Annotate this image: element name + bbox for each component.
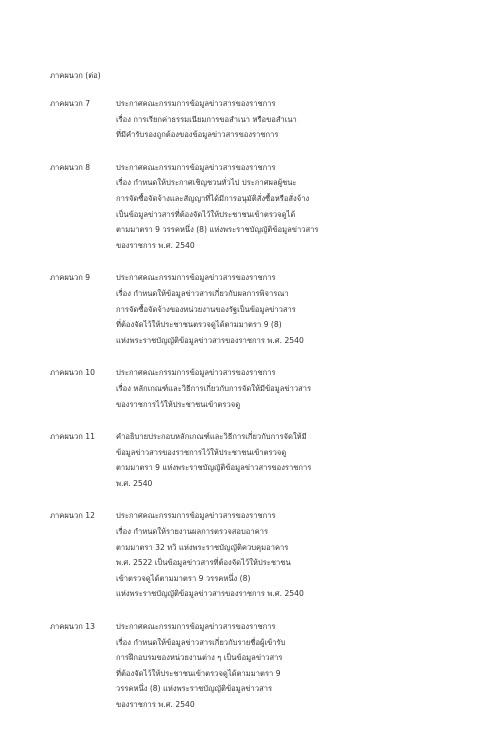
appendix-entry-10 [50, 365, 470, 412]
description-line: ของราชการไว้ให้ประชาชนเข้าตรวจดู [116, 399, 241, 409]
description-line: พ.ศ. 2540 [116, 478, 153, 488]
appendix-description [116, 365, 470, 412]
description-line: ของราชการ พ.ศ. 2540 [116, 240, 195, 250]
appendix-entry-11 [50, 429, 470, 491]
description-line: พ.ศ. 2522 เป็นข้อมูลข่าวสารที่ต้องจัดไว้ให้ประชาชน [116, 558, 291, 568]
appendix-description [116, 96, 470, 143]
description-line: เรื่อง การเรียกค่าธรรมเนียมการขอสำเนา หรือขอสำเนา [116, 114, 297, 124]
description-line: ประกาศคณะกรรมการข้อมูลข่าวสารของราชการ [116, 368, 276, 378]
description-line: ประกาศคณะกรรมการข้อมูลข่าวสารของราชการ [116, 511, 276, 521]
description-line: ประกาศคณะกรรมการข้อมูลข่าวสารของราชการ [116, 622, 276, 632]
description-line: การฝึกอบรมของหน่วยงานต่าง ๆ เป็นข้อมูลข่าวสาร [116, 653, 283, 663]
description-line: ของราชการ พ.ศ. 2540 [116, 700, 195, 709]
appendix-entry-12 [50, 508, 470, 602]
description-line: แห่งพระราชบัญญัติข้อมูลข่าวสารของราชการ พ.ศ. 2540 [116, 589, 304, 599]
appendix-entry-13 [50, 619, 470, 713]
appendix-entry-7 [50, 96, 470, 143]
appendix-entry-9 [50, 270, 470, 348]
description-line: ประกาศคณะกรรมการข้อมูลข่าวสารของราชการ [116, 273, 276, 283]
description-line: ข้อมูลข่าวสารของราชการไว้ให้ประชาชนเข้าตรวจดู [116, 447, 287, 457]
appendix-list [50, 96, 470, 730]
description-line: ประกาศคณะกรรมการข้อมูลข่าวสารของราชการ [116, 99, 276, 108]
appendix-description [116, 508, 470, 602]
description-line: แห่งพระราชบัญญัติข้อมูลข่าวสารของราชการ พ.ศ. 2540 [116, 335, 304, 345]
description-line: เข้าตรวจดูได้ตามมาตรา 9 วรรคหนึ่ง (8) [116, 573, 251, 583]
description-line: เรื่อง กำหนดให้รายงานผลการตรวจสอบอาคาร [116, 527, 269, 537]
appendix-label: ภาคผนวก 8 [50, 162, 91, 172]
description-line: การจัดซื้อจัดจ้างและสัญญาที่ได้มีการอนุมัติสั่งซื้อหรือสั่งจ้าง [116, 193, 310, 203]
appendix-label: ภาคผนวก 10 [50, 368, 95, 378]
description-line: ที่ต้องจัดไว้ให้ประชาชนเข้าตรวจดูได้ตามมาตรา 9 [116, 668, 281, 678]
description-line: วรรคหนึ่ง (8) แห่งพระราชบัญญัติข้อมูลข่าวสาร [116, 684, 273, 694]
description-line: ประกาศคณะกรรมการข้อมูลข่าวสารของราชการ [116, 162, 276, 172]
appendix-label: ภาคผนวก 7 [50, 99, 91, 108]
description-line: เรื่อง หลักเกณฑ์และวิธีการเกี่ยวกับการจัดให้มีข้อมูลข่าวสาร [116, 383, 312, 393]
description-line: ตามมาตรา 32 ทวิ แห่งพระราชบัญญัติควบคุมอาคาร [116, 542, 289, 552]
description-line: ตามมาตรา 9 วรรคหนึ่ง (8) แห่งพระราชบัญญัติข้อมูลข่าวสาร [116, 225, 319, 235]
appendix-description [116, 160, 470, 254]
description-line: ที่มีคำรับรองถูกต้องของข้อมูลข่าวสารของราชการ [116, 130, 279, 140]
appendix-label: ภาคผนวก 12 [50, 511, 95, 521]
appendix-description [116, 429, 470, 491]
description-line: ตามมาตรา 9 แห่งพระราชบัญญัติข้อมูลข่าวสารของราชการ [116, 463, 312, 473]
appendix-label: ภาคผนวก 13 [50, 622, 95, 632]
appendix-label: ภาคผนวก 9 [50, 273, 91, 283]
appendix-description [116, 270, 470, 348]
description-line: คำอธิบายประกอบหลักเกณฑ์และวิธีการเกี่ยวกับการจัดให้มี [116, 432, 307, 442]
appendix-entry-8 [50, 160, 470, 254]
description-line: ที่ต้องจัดไว้ให้ประชาชนตรวจดูได้ตามมาตรา 9 (8) [116, 320, 282, 330]
description-line: เรื่อง กำหนดให้ข้อมูลข่าวสารเกี่ยวกับผลการพิจารณา [116, 288, 289, 298]
appendix-label: ภาคผนวก 11 [50, 432, 95, 442]
section-header: ภาคผนวก (ต่อ) [50, 71, 101, 80]
description-line: เรื่อง กำหนดให้ข้อมูลข่าวสารเกี่ยวกับรายชื่อผู้เข้ารับ [116, 637, 286, 647]
appendix-description [116, 619, 470, 713]
description-line: เรื่อง กำหนดให้ประกาศเชิญชวนทั่วไป ประกาศผลผู้ชนะ [116, 178, 297, 188]
description-line: การจัดซื้อจัดจ้างของหน่วยงานของรัฐเป็นข้อมูลข่าวสาร [116, 304, 296, 314]
description-line: เป็นข้อมูลข่าวสารที่ต้องจัดไว้ให้ประชาชนเข้าตรวจดูได้ [116, 209, 296, 219]
